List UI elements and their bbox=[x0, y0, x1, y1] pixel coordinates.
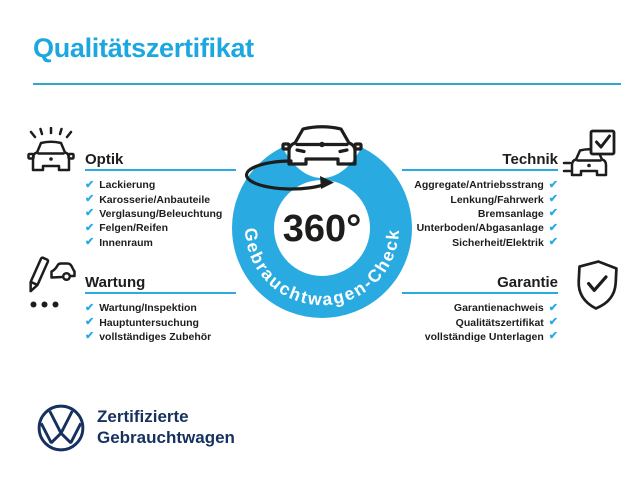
section-heading-technik: Technik bbox=[502, 151, 558, 168]
check-icon: ✔ bbox=[548, 178, 558, 191]
checklist-item bbox=[85, 221, 222, 235]
check-icon: ✔ bbox=[85, 316, 95, 329]
checklist-label: Garantienachweis bbox=[453, 302, 544, 315]
degree-label: 360° bbox=[282, 208, 362, 250]
checklist-item bbox=[85, 301, 211, 315]
checklist-label: Felgen/Reifen bbox=[99, 222, 169, 235]
checklist-item bbox=[85, 178, 222, 192]
checklist-label: vollständige Unterlagen bbox=[424, 330, 544, 343]
section-heading-garantie: Garantie bbox=[497, 274, 558, 291]
check-icon: ✔ bbox=[85, 330, 95, 343]
service-checklist-icon bbox=[25, 256, 77, 312]
checklist-item bbox=[85, 236, 222, 250]
checklist-label: Qualitätszertifikat bbox=[455, 316, 544, 329]
checklist-label: vollständiges Zubehör bbox=[99, 330, 212, 343]
footer-line1: Zertifizierte bbox=[97, 407, 189, 426]
checklist-label: Verglasung/Beleuchtung bbox=[99, 207, 223, 220]
checklist-label: Wartung/Inspektion bbox=[99, 302, 197, 315]
section-rule-wartung bbox=[85, 292, 236, 294]
check-icon: ✔ bbox=[85, 207, 95, 220]
checklist-label: Unterboden/Abgasanlage bbox=[416, 222, 544, 235]
check-icon: ✔ bbox=[85, 178, 95, 191]
check-icon: ✔ bbox=[85, 193, 95, 206]
title-divider bbox=[33, 83, 621, 85]
360-check-badge bbox=[225, 118, 420, 323]
section-rule-technik bbox=[402, 169, 558, 171]
checklist-item bbox=[380, 330, 558, 344]
check-icon: ✔ bbox=[548, 316, 558, 329]
checklist-label: Sicherheit/Elektrik bbox=[452, 236, 544, 249]
check-icon: ✔ bbox=[548, 330, 558, 343]
check-icon: ✔ bbox=[548, 193, 558, 206]
checklist-label: Innenraum bbox=[99, 236, 153, 249]
ring-curved-text: Gebrauchtwagen-Check bbox=[240, 226, 404, 310]
checklist-label: Bremsanlage bbox=[477, 207, 544, 220]
checklist-item bbox=[85, 192, 222, 206]
checklist-label: Hauptuntersuchung bbox=[99, 316, 199, 329]
checklist-item bbox=[85, 315, 211, 329]
check-icon: ✔ bbox=[548, 236, 558, 249]
car-shine-icon bbox=[25, 127, 77, 179]
check-icon: ✔ bbox=[548, 221, 558, 234]
checklist-item bbox=[85, 207, 222, 221]
checklist-item bbox=[85, 330, 211, 344]
page-title: Qualitätszertifikat bbox=[33, 33, 254, 63]
optik-checklist bbox=[85, 178, 222, 250]
checklist-label: Karosserie/Anbauteile bbox=[99, 193, 211, 206]
check-icon: ✔ bbox=[548, 301, 558, 314]
check-icon: ✔ bbox=[85, 236, 95, 249]
footer-brand-text bbox=[97, 406, 235, 448]
section-rule-garantie bbox=[402, 292, 558, 294]
check-icon: ✔ bbox=[85, 301, 95, 314]
checklist-label: Aggregate/Antriebsstrang bbox=[414, 179, 544, 192]
vw-logo-icon bbox=[36, 403, 86, 453]
checklist-label: Lenkung/Fahrwerk bbox=[450, 193, 544, 206]
check-icon: ✔ bbox=[85, 221, 95, 234]
wartung-checklist bbox=[85, 301, 211, 344]
section-heading-optik: Optik bbox=[85, 151, 124, 168]
section-rule-optik bbox=[85, 169, 236, 171]
section-heading-wartung: Wartung bbox=[85, 274, 146, 291]
car-checkbox-icon bbox=[562, 129, 616, 185]
shield-check-icon bbox=[575, 260, 619, 312]
checklist-label: Lackierung bbox=[99, 179, 156, 192]
check-icon: ✔ bbox=[548, 207, 558, 220]
footer-line2: Gebrauchtwagen bbox=[97, 428, 235, 447]
